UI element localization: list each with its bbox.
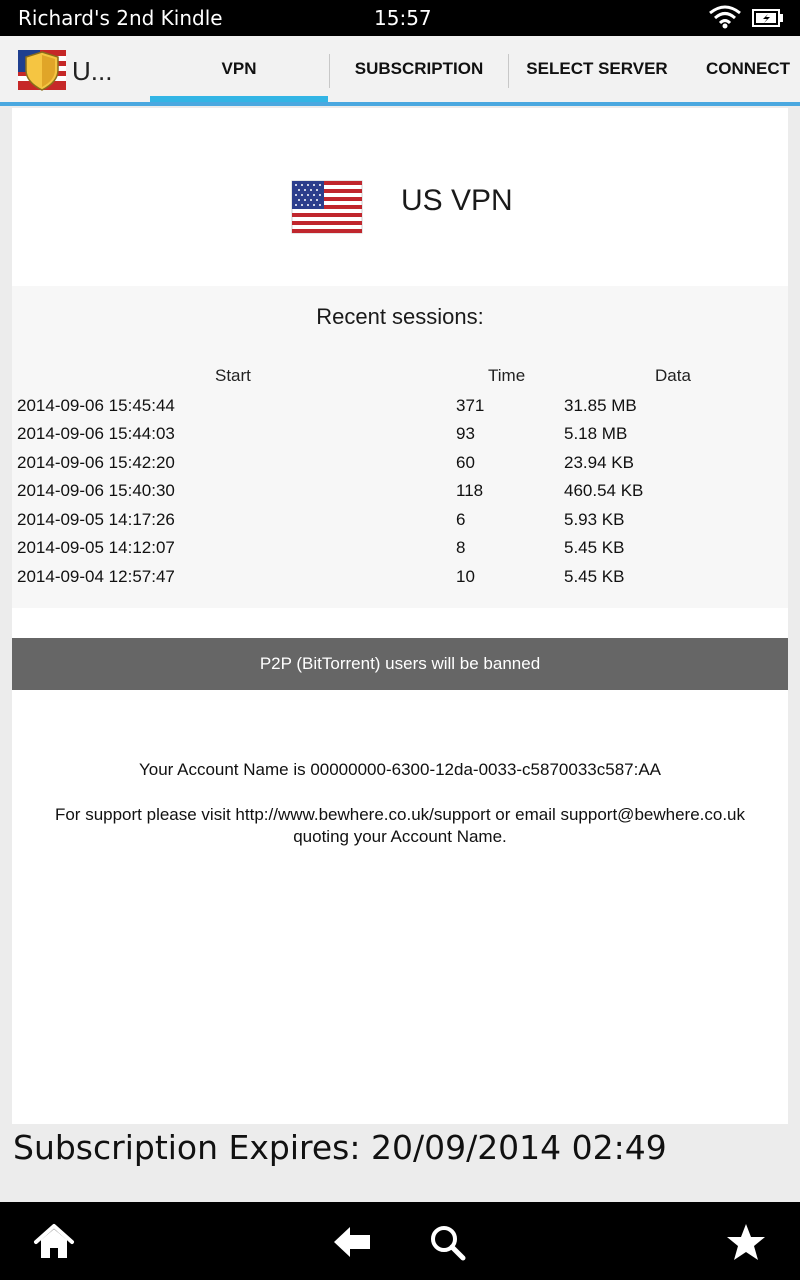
tab-select-server-label: SELECT SERVER <box>526 59 668 78</box>
session-time: 6 <box>456 510 466 529</box>
session-data: 5.45 KB <box>564 538 625 557</box>
battery-icon <box>752 9 784 32</box>
wifi-icon <box>708 5 742 34</box>
table-row <box>12 510 788 538</box>
vpn-header <box>12 108 788 286</box>
session-start: 2014-09-06 15:45:44 <box>17 396 175 415</box>
session-time: 118 <box>456 481 484 500</box>
session-data: 5.93 KB <box>564 510 625 529</box>
session-start: 2014-09-05 14:17:26 <box>17 510 175 529</box>
session-start: 2014-09-04 12:57:47 <box>17 567 175 586</box>
home-icon[interactable] <box>32 1222 76 1262</box>
table-row <box>12 453 788 481</box>
session-data: 23.94 KB <box>564 453 634 472</box>
session-start: 2014-09-06 15:40:30 <box>17 481 175 500</box>
session-data: 5.45 KB <box>564 567 625 586</box>
search-icon[interactable] <box>426 1222 470 1262</box>
column-header-start: Start <box>215 366 251 385</box>
table-row <box>12 481 788 509</box>
tab-connect-label: CONNECT <box>705 59 791 78</box>
session-time: 93 <box>456 424 475 443</box>
session-time: 8 <box>456 538 466 557</box>
p2p-warning-text: P2P (BitTorrent) users will be banned <box>259 654 541 673</box>
table-row <box>12 396 788 424</box>
session-data: 5.18 MB <box>564 424 628 443</box>
session-start: 2014-09-06 15:44:03 <box>17 424 175 443</box>
app-shield-flag-icon[interactable] <box>18 46 66 94</box>
device-name: Richard's 2nd Kindle <box>18 6 223 30</box>
tab-select-server[interactable] <box>509 36 685 102</box>
column-header-data: Data <box>655 366 691 385</box>
main-content <box>12 108 788 1124</box>
system-nav-bar <box>0 1202 800 1280</box>
p2p-warning-banner <box>12 638 788 690</box>
favorites-star-icon[interactable] <box>724 1222 768 1262</box>
app-title[interactable]: U... <box>72 56 113 86</box>
support-info-text: For support please visit http://www.bewhere.co.uk/support or email support@bewhere.co.uk quoting your Account Name. <box>54 805 746 846</box>
tab-connect[interactable] <box>696 36 800 102</box>
back-icon[interactable] <box>330 1222 374 1262</box>
status-clock: 15:57 <box>374 6 432 30</box>
session-time: 371 <box>456 396 485 415</box>
tab-vpn[interactable] <box>150 36 328 102</box>
account-name-text: Your Account Name is 00000000-6300-12da-0033-c5870033c587:AA <box>138 760 662 779</box>
session-time: 60 <box>456 453 475 472</box>
session-start: 2014-09-05 14:12:07 <box>17 538 175 557</box>
session-data: 31.85 MB <box>564 396 637 415</box>
column-header-time: Time <box>488 366 526 385</box>
action-bar <box>0 36 800 106</box>
recent-sessions-panel <box>12 286 788 608</box>
session-start: 2014-09-06 15:42:20 <box>17 453 175 472</box>
table-row <box>12 567 788 595</box>
vpn-name: US VPN <box>401 184 513 217</box>
us-flag-icon <box>291 180 363 239</box>
tab-vpn-label: VPN <box>221 59 257 78</box>
sessions-title: Recent sessions: <box>316 304 484 329</box>
table-row <box>12 538 788 566</box>
tab-subscription-label: SUBSCRIPTION <box>354 59 484 78</box>
status-bar <box>0 0 800 36</box>
session-time: 10 <box>456 567 475 586</box>
subscription-expires: Subscription Expires: 20/09/2014 02:49 <box>13 1128 667 1167</box>
table-row <box>12 424 788 452</box>
tab-subscription[interactable] <box>330 36 508 102</box>
session-data: 460.54 KB <box>564 481 644 500</box>
